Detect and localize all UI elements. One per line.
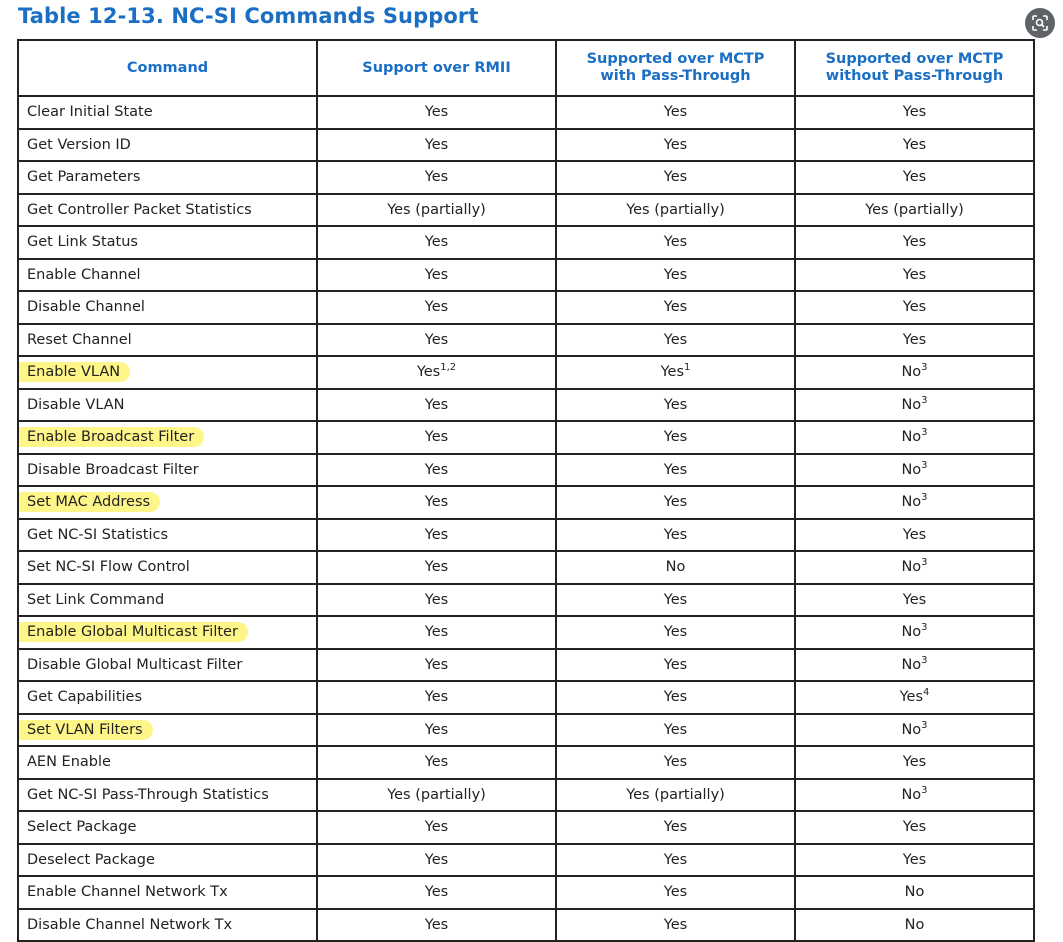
table-row	[18, 519, 1034, 552]
mctp-no-pass-through-cell	[795, 844, 1034, 877]
mctp-no-pass-through-cell	[795, 356, 1034, 389]
support-value: Yes	[424, 266, 449, 283]
support-value: Yes	[663, 819, 688, 836]
mctp-no-pass-through-cell	[795, 291, 1034, 324]
support-value: Yes	[424, 299, 449, 316]
support-value: No	[904, 884, 925, 901]
footnote-marker: 1,2	[440, 362, 457, 374]
support-value: Yes	[663, 299, 688, 316]
table-row	[18, 779, 1034, 812]
command-cell	[18, 746, 317, 779]
support-value: No	[901, 624, 922, 641]
mctp-no-pass-through-cell	[795, 681, 1034, 714]
command-cell	[18, 909, 317, 942]
rmii-support-cell	[317, 194, 556, 227]
command-cell	[18, 811, 317, 844]
table-body	[18, 96, 1034, 941]
support-value: Yes	[424, 754, 449, 771]
support-value: No	[901, 461, 922, 478]
command-cell	[18, 421, 317, 454]
command-label: Deselect Package	[27, 851, 155, 868]
mctp-pass-through-cell	[556, 811, 795, 844]
mctp-pass-through-cell	[556, 259, 795, 292]
command-cell	[18, 389, 317, 422]
command-cell	[18, 519, 317, 552]
support-value: Yes	[424, 689, 449, 706]
mctp-pass-through-cell	[556, 96, 795, 129]
support-value: Yes	[424, 104, 449, 121]
rmii-support-cell	[317, 324, 556, 357]
support-value: Yes	[416, 364, 441, 381]
mctp-pass-through-cell	[556, 389, 795, 422]
command-cell	[18, 324, 317, 357]
mctp-pass-through-cell	[556, 291, 795, 324]
mctp-pass-through-cell	[556, 779, 795, 812]
mctp-no-pass-through-cell	[795, 161, 1034, 194]
rmii-support-cell	[317, 519, 556, 552]
table-row	[18, 681, 1034, 714]
table-row	[18, 356, 1034, 389]
table-row	[18, 324, 1034, 357]
rmii-support-cell	[317, 96, 556, 129]
mctp-pass-through-cell	[556, 454, 795, 487]
support-value: No	[901, 656, 922, 673]
support-value: No	[901, 364, 922, 381]
table-row	[18, 746, 1034, 779]
support-value: Yes	[902, 234, 927, 251]
support-value: Yes	[424, 494, 449, 511]
support-value: Yes	[424, 559, 449, 576]
mctp-pass-through-cell	[556, 649, 795, 682]
command-cell	[18, 616, 317, 649]
command-label: Disable Channel	[27, 299, 145, 316]
support-value: Yes	[902, 754, 927, 771]
footnote-marker: 3	[921, 622, 928, 634]
rmii-support-cell	[317, 811, 556, 844]
mctp-no-pass-through-cell	[795, 259, 1034, 292]
table-row	[18, 259, 1034, 292]
header-rmii: Support over RMII	[317, 40, 556, 96]
header-mctp-no-pass-through	[795, 40, 1034, 96]
support-value: Yes	[663, 884, 688, 901]
rmii-support-cell	[317, 876, 556, 909]
table-row	[18, 421, 1034, 454]
footnote-marker: 3	[921, 719, 928, 731]
rmii-support-cell	[317, 129, 556, 162]
mctp-pass-through-cell	[556, 421, 795, 454]
support-value: Yes	[424, 721, 449, 738]
mctp-no-pass-through-cell	[795, 519, 1034, 552]
support-value: Yes	[424, 526, 449, 543]
support-value: Yes	[663, 104, 688, 121]
support-value: Yes	[424, 331, 449, 348]
header-mctp-pass-through	[556, 40, 795, 96]
support-value: Yes	[902, 299, 927, 316]
support-value: Yes	[663, 461, 688, 478]
rmii-support-cell	[317, 844, 556, 877]
mctp-no-pass-through-cell	[795, 746, 1034, 779]
command-label: Get Controller Packet Statistics	[27, 201, 252, 218]
command-label: Get NC-SI Statistics	[27, 526, 169, 543]
highlighted-command-label: Enable Broadcast Filter	[19, 427, 204, 447]
rmii-support-cell	[317, 616, 556, 649]
mctp-pass-through-cell	[556, 876, 795, 909]
support-value: Yes	[663, 396, 688, 413]
mctp-no-pass-through-cell	[795, 194, 1034, 227]
command-cell	[18, 96, 317, 129]
rmii-support-cell	[317, 454, 556, 487]
mctp-pass-through-cell	[556, 486, 795, 519]
support-value: No	[901, 786, 922, 803]
support-value: Yes	[663, 526, 688, 543]
support-value: Yes	[424, 396, 449, 413]
footnote-marker: 3	[921, 362, 928, 374]
mctp-pass-through-cell	[556, 681, 795, 714]
mctp-no-pass-through-cell	[795, 226, 1034, 259]
command-cell	[18, 454, 317, 487]
command-label: Get Link Status	[27, 234, 138, 251]
table-row	[18, 811, 1034, 844]
mctp-pass-through-cell	[556, 909, 795, 942]
command-label: Set NC-SI Flow Control	[27, 559, 190, 576]
support-value: Yes	[902, 851, 927, 868]
table-row	[18, 161, 1034, 194]
table-title: Table 12-13. NC-SI Commands Support	[18, 4, 479, 28]
command-cell	[18, 129, 317, 162]
command-cell	[18, 681, 317, 714]
footnote-marker: 3	[921, 784, 928, 796]
table-row	[18, 876, 1034, 909]
table-row	[18, 616, 1034, 649]
command-label: Set Link Command	[27, 591, 165, 608]
mctp-no-pass-through-cell	[795, 876, 1034, 909]
highlighted-command-label: Enable VLAN	[19, 362, 130, 382]
table-row	[18, 291, 1034, 324]
table-row	[18, 96, 1034, 129]
mctp-no-pass-through-cell	[795, 649, 1034, 682]
mctp-pass-through-cell	[556, 161, 795, 194]
command-cell	[18, 356, 317, 389]
rmii-support-cell	[317, 421, 556, 454]
support-value: Yes	[663, 754, 688, 771]
command-cell	[18, 876, 317, 909]
command-label: Select Package	[27, 819, 137, 836]
header-command: Command	[18, 40, 317, 96]
mctp-pass-through-cell	[556, 714, 795, 747]
mctp-pass-through-cell	[556, 356, 795, 389]
support-value: Yes	[663, 624, 688, 641]
support-value: Yes	[424, 429, 449, 446]
command-label: Get NC-SI Pass-Through Statistics	[27, 786, 269, 803]
support-value: Yes	[424, 624, 449, 641]
command-label: Enable Channel Network Tx	[27, 884, 228, 901]
mctp-pass-through-cell	[556, 746, 795, 779]
support-value: Yes	[424, 656, 449, 673]
command-cell	[18, 584, 317, 617]
support-value: No	[901, 721, 922, 738]
table-row	[18, 389, 1034, 422]
table-row	[18, 714, 1034, 747]
table-row	[18, 551, 1034, 584]
google-lens-icon	[1031, 14, 1049, 32]
mctp-no-pass-through-cell	[795, 129, 1034, 162]
mctp-pass-through-cell	[556, 129, 795, 162]
rmii-support-cell	[317, 584, 556, 617]
rmii-support-cell	[317, 356, 556, 389]
support-value: Yes	[424, 591, 449, 608]
command-label: Disable Channel Network Tx	[27, 916, 233, 933]
command-cell	[18, 779, 317, 812]
support-value: Yes	[663, 916, 688, 933]
table-row	[18, 844, 1034, 877]
mctp-pass-through-cell	[556, 324, 795, 357]
support-value: Yes (partially)	[865, 201, 964, 218]
highlighted-command-label: Set VLAN Filters	[19, 720, 153, 740]
command-label: Get Parameters	[27, 169, 141, 186]
support-value: Yes	[424, 136, 449, 153]
command-cell	[18, 649, 317, 682]
rmii-support-cell	[317, 779, 556, 812]
support-value: Yes	[424, 884, 449, 901]
support-value: Yes	[663, 494, 688, 511]
mctp-no-pass-through-cell	[795, 96, 1034, 129]
command-cell	[18, 161, 317, 194]
mctp-no-pass-through-cell	[795, 811, 1034, 844]
support-value: Yes	[663, 689, 688, 706]
footnote-marker: 3	[921, 427, 928, 439]
google-lens-button[interactable]	[1025, 8, 1055, 38]
command-cell	[18, 714, 317, 747]
command-label: Get Version ID	[27, 136, 131, 153]
support-value: Yes	[663, 234, 688, 251]
support-value: Yes	[902, 104, 927, 121]
rmii-support-cell	[317, 291, 556, 324]
command-label: Get Capabilities	[27, 689, 143, 706]
header-mctp-pass-through-text: Supported over MCTP with Pass-Through	[586, 51, 765, 84]
support-value: Yes	[663, 331, 688, 348]
footnote-marker: 3	[921, 492, 928, 504]
header-mctp-no-pass-through-text: Supported over MCTP without Pass-Through	[825, 51, 1004, 84]
support-value: Yes	[899, 689, 924, 706]
support-value: Yes	[902, 169, 927, 186]
command-label: Disable VLAN	[27, 396, 125, 413]
table-row	[18, 226, 1034, 259]
table-row	[18, 584, 1034, 617]
support-value: Yes (partially)	[626, 201, 725, 218]
mctp-pass-through-cell	[556, 584, 795, 617]
support-value: Yes	[663, 721, 688, 738]
support-value: Yes (partially)	[387, 201, 486, 218]
command-cell	[18, 259, 317, 292]
command-label: Clear Initial State	[27, 104, 153, 121]
command-label: Enable Channel	[27, 266, 141, 283]
support-value: Yes	[902, 526, 927, 543]
mctp-no-pass-through-cell	[795, 389, 1034, 422]
support-value: Yes	[663, 429, 688, 446]
rmii-support-cell	[317, 681, 556, 714]
mctp-no-pass-through-cell	[795, 551, 1034, 584]
command-cell	[18, 226, 317, 259]
rmii-support-cell	[317, 746, 556, 779]
support-value: Yes	[902, 819, 927, 836]
support-value: Yes	[424, 916, 449, 933]
support-value: Yes	[424, 819, 449, 836]
support-value: No	[901, 494, 922, 511]
command-label: AEN Enable	[27, 754, 111, 771]
support-value: Yes	[902, 136, 927, 153]
mctp-no-pass-through-cell	[795, 454, 1034, 487]
rmii-support-cell	[317, 909, 556, 942]
footnote-marker: 3	[921, 394, 928, 406]
table-row	[18, 454, 1034, 487]
support-value: Yes	[663, 266, 688, 283]
highlighted-command-label: Enable Global Multicast Filter	[19, 622, 248, 642]
command-cell	[18, 291, 317, 324]
footnote-marker: 3	[921, 557, 928, 569]
support-value: Yes	[902, 331, 927, 348]
footnote-marker: 3	[921, 459, 928, 471]
support-value: Yes (partially)	[626, 786, 725, 803]
rmii-support-cell	[317, 551, 556, 584]
support-value: Yes (partially)	[387, 786, 486, 803]
footnote-marker: 3	[921, 654, 928, 666]
table-row	[18, 129, 1034, 162]
support-value: Yes	[660, 364, 685, 381]
support-value: Yes	[663, 136, 688, 153]
mctp-pass-through-cell	[556, 844, 795, 877]
support-value: No	[904, 916, 925, 933]
support-value: Yes	[424, 234, 449, 251]
mctp-no-pass-through-cell	[795, 486, 1034, 519]
support-value: Yes	[663, 591, 688, 608]
command-cell	[18, 551, 317, 584]
rmii-support-cell	[317, 714, 556, 747]
support-value: Yes	[663, 656, 688, 673]
table-row	[18, 909, 1034, 942]
command-label: Reset Channel	[27, 331, 132, 348]
rmii-support-cell	[317, 389, 556, 422]
support-value: Yes	[663, 851, 688, 868]
table-row	[18, 194, 1034, 227]
mctp-no-pass-through-cell	[795, 421, 1034, 454]
rmii-support-cell	[317, 226, 556, 259]
highlighted-command-label: Set MAC Address	[19, 492, 160, 512]
mctp-no-pass-through-cell	[795, 584, 1034, 617]
mctp-pass-through-cell	[556, 616, 795, 649]
support-value: No	[901, 559, 922, 576]
rmii-support-cell	[317, 259, 556, 292]
mctp-no-pass-through-cell	[795, 714, 1034, 747]
command-cell	[18, 844, 317, 877]
mctp-pass-through-cell	[556, 551, 795, 584]
support-value: Yes	[902, 591, 927, 608]
support-value: Yes	[663, 169, 688, 186]
command-label: Disable Global Multicast Filter	[27, 656, 243, 673]
support-value: Yes	[424, 169, 449, 186]
nc-si-commands-table	[17, 39, 1035, 942]
command-cell	[18, 194, 317, 227]
rmii-support-cell	[317, 486, 556, 519]
command-label: Disable Broadcast Filter	[27, 461, 199, 478]
support-value: No	[901, 396, 922, 413]
mctp-pass-through-cell	[556, 194, 795, 227]
rmii-support-cell	[317, 161, 556, 194]
support-value: Yes	[902, 266, 927, 283]
mctp-no-pass-through-cell	[795, 324, 1034, 357]
mctp-pass-through-cell	[556, 519, 795, 552]
support-value: No	[665, 559, 686, 576]
mctp-no-pass-through-cell	[795, 779, 1034, 812]
mctp-pass-through-cell	[556, 226, 795, 259]
support-value: Yes	[424, 851, 449, 868]
table-row	[18, 486, 1034, 519]
table-row	[18, 649, 1034, 682]
support-value: No	[901, 429, 922, 446]
rmii-support-cell	[317, 649, 556, 682]
support-value: Yes	[424, 461, 449, 478]
footnote-marker: 1	[684, 362, 691, 374]
mctp-no-pass-through-cell	[795, 616, 1034, 649]
mctp-no-pass-through-cell	[795, 909, 1034, 942]
table-header-row	[18, 40, 1034, 96]
command-cell	[18, 486, 317, 519]
footnote-marker: 4	[923, 687, 930, 699]
